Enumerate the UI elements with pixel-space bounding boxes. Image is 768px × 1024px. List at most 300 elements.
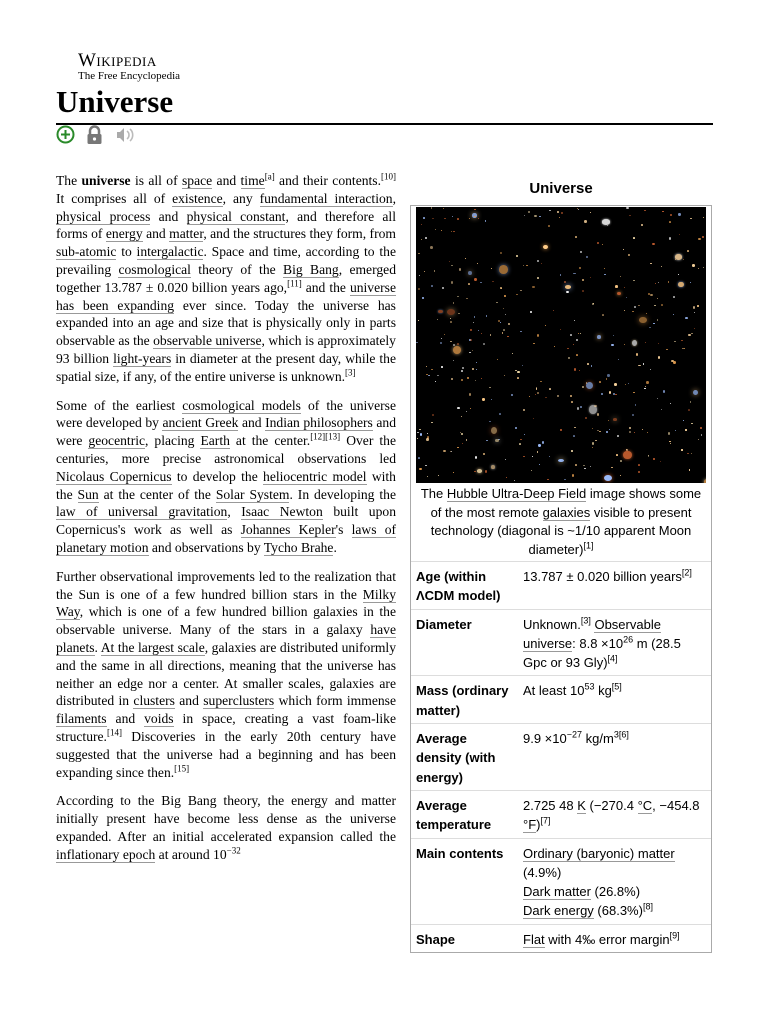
galaxy-dot: [557, 395, 559, 397]
galaxy-dot: [427, 433, 428, 434]
galaxy-dot: [486, 440, 488, 442]
galaxy-dot: [661, 266, 662, 267]
galaxy-dot: [644, 388, 646, 390]
infobox-value: $9.9 \times 10^{-27}$ $kg/m^{3[6]}$: [518, 724, 711, 791]
galaxy-dot: [582, 290, 584, 292]
article-link[interactable]: Solar System: [215, 486, 290, 502]
galaxy-dot: [613, 335, 614, 336]
galaxy-dot: [453, 302, 454, 303]
citation-marker[interactable]: [4]: [607, 653, 618, 664]
galaxy-dot: [453, 360, 454, 361]
galaxy-dot: [594, 405, 597, 407]
galaxy-dot: [629, 215, 631, 216]
galaxy-dot: [416, 342, 417, 343]
galaxy-dot: [580, 251, 582, 252]
galaxy-dot: [606, 431, 608, 433]
galaxy-dot: [435, 381, 436, 382]
infobox-label: Average density (with energy): [411, 724, 518, 791]
article-link[interactable]: geocentric: [88, 433, 146, 449]
article-link[interactable]: existence: [172, 190, 223, 206]
galaxy-dot: [417, 432, 418, 433]
galaxy-dot: [530, 311, 532, 314]
article-link[interactable]: matter: [637, 845, 675, 861]
galaxy-dot: [428, 375, 429, 376]
galaxy-dot: [505, 459, 506, 460]
article-link[interactable]: superclusters: [203, 693, 275, 709]
galaxy-dot: [537, 277, 539, 279]
galaxy-dot: [694, 328, 695, 329]
galaxy-dot: [628, 383, 629, 384]
galaxy-dot: [489, 421, 491, 422]
article-link[interactable]: matter: [169, 226, 204, 242]
galaxy-dot: [537, 260, 539, 262]
galaxy-dot: [450, 321, 451, 323]
galaxy-dot: [537, 334, 539, 336]
galaxy-dot: [419, 429, 420, 430]
galaxy-dot: [590, 466, 591, 467]
article-link[interactable]: Milky Way: [56, 586, 396, 620]
galaxy-dot: [607, 374, 610, 377]
galaxy-dot: [646, 313, 647, 314]
article-link[interactable]: °F: [523, 817, 537, 833]
article-link[interactable]: have planets: [56, 622, 396, 655]
galaxy-dot: [442, 287, 444, 289]
galaxy-dot: [670, 214, 672, 216]
article-body: [56, 172, 396, 874]
article-link[interactable]: intergalactic: [136, 244, 204, 260]
galaxy-dot: [633, 237, 635, 239]
hubble-deep-field-image[interactable]: [416, 207, 706, 483]
galaxy-dot: [575, 236, 577, 238]
galaxy-dot: [523, 409, 525, 411]
galaxy-dot: [592, 447, 593, 448]
article-link[interactable]: physical constant: [186, 208, 286, 224]
galaxy-dot: [571, 450, 573, 452]
galaxy-dot: [526, 265, 528, 266]
galaxy-dot: [469, 352, 471, 353]
galaxy-dot: [466, 411, 467, 412]
galaxy-dot: [516, 255, 518, 257]
galaxy-dot: [470, 329, 472, 330]
galaxy-dot: [492, 281, 494, 282]
logo-wordmark: Wikipedia: [78, 50, 157, 71]
audio-icon[interactable]: [114, 125, 136, 150]
galaxy-dot: [470, 339, 473, 341]
galaxy-dot: [425, 465, 427, 466]
citation-marker[interactable]: 26: [623, 634, 634, 645]
galaxy-dot: [666, 349, 668, 351]
article-link[interactable]: Flat: [523, 931, 545, 947]
galaxy-dot: [638, 305, 640, 307]
galaxy-dot: [568, 357, 570, 358]
galaxy-dot: [669, 237, 671, 239]
galaxy-dot: [474, 216, 475, 217]
infobox-row: [411, 609, 711, 676]
citation-marker[interactable]: [2]: [681, 567, 692, 578]
galaxy-dot: [549, 388, 551, 390]
galaxy-dot: [481, 378, 482, 379]
article-link[interactable]: Observable universe: [523, 616, 661, 651]
article-link[interactable]: time: [240, 173, 265, 188]
galaxy-dot: [673, 296, 675, 298]
galaxy-dot: [432, 414, 434, 416]
galaxy-dot: [523, 456, 525, 458]
galaxy-dot: [557, 211, 559, 213]
galaxy-dot: [477, 469, 483, 473]
article-link[interactable]: laws of planetary motion: [56, 522, 397, 555]
galaxy-dot: [560, 429, 562, 431]
galaxy-dot: [650, 294, 652, 296]
infobox-table: [411, 561, 711, 952]
infobox-label: Main contents: [411, 838, 518, 924]
galaxy-dot: [441, 366, 443, 367]
add-icon[interactable]: [56, 125, 75, 149]
galaxy-dot: [602, 314, 604, 316]
galaxy-dot: [698, 439, 699, 440]
galaxy-dot: [685, 429, 686, 430]
galaxy-dot: [418, 253, 420, 254]
article-link[interactable]: observable universe: [153, 333, 262, 349]
citation-marker[interactable]: [15]: [174, 762, 190, 773]
article-link[interactable]: Earth: [200, 433, 230, 449]
galaxy-dot: [554, 346, 555, 347]
galaxy-dot: [444, 218, 446, 219]
galaxy-dot: [615, 394, 617, 395]
article-link[interactable]: universe has been expanding: [56, 279, 396, 313]
galaxy-dot: [520, 290, 521, 291]
galaxy-dot: [486, 315, 488, 317]
infobox-label: Shape: [411, 924, 518, 952]
galaxy-dot: [421, 224, 422, 225]
infobox-value: 13.787 ± 0.020 billion years[2]: [518, 562, 711, 610]
galaxy-dot: [483, 453, 485, 455]
citation-marker[interactable]: [3]: [580, 615, 591, 626]
galaxy-dot: [437, 319, 438, 320]
galaxy-dot: [447, 309, 455, 315]
galaxy-dot: [478, 218, 479, 219]
galaxy-dot: [592, 442, 594, 444]
galaxy-dot: [451, 281, 453, 283]
citation-marker[interactable]: [10]: [381, 171, 396, 182]
galaxy-dot: [427, 476, 428, 477]
galaxy-dot: [644, 210, 646, 211]
galaxy-dot: [515, 370, 516, 371]
article-link[interactable]: ancient Greek: [162, 415, 239, 431]
article-link[interactable]: voids: [144, 711, 174, 727]
galaxy-dot: [669, 221, 672, 223]
galaxy-dot: [590, 212, 591, 213]
galaxy-dot: [545, 397, 547, 398]
galaxy-dot: [595, 440, 597, 441]
bold-term: universe: [81, 173, 131, 188]
galaxy-dot: [657, 398, 658, 400]
article-link[interactable]: Ordinary (baryonic): [523, 845, 638, 861]
infobox-frame: [410, 205, 712, 953]
galaxy-dot: [475, 456, 477, 458]
galaxy-dot: [681, 340, 683, 341]
galaxy-dot: [453, 472, 454, 473]
galaxy-dot: [491, 399, 492, 400]
galaxy-dot: [678, 274, 679, 275]
galaxy-dot: [604, 274, 605, 275]
citation-marker[interactable]: [9]: [669, 930, 680, 941]
galaxy-dot: [452, 216, 453, 217]
galaxy-dot: [441, 338, 443, 339]
galaxy-dot: [520, 331, 521, 332]
galaxy-dot: [693, 306, 695, 308]
galaxy-dot: [502, 332, 503, 333]
galaxy-dot: [536, 388, 538, 390]
galaxy-dot: [473, 322, 474, 323]
article-link[interactable]: °C: [637, 797, 653, 813]
citation-marker[interactable]: [12][13]: [310, 431, 341, 442]
galaxy-dot: [419, 275, 420, 276]
citation-marker[interactable]: [7]: [540, 815, 551, 826]
galaxy-dot: [420, 433, 422, 435]
galaxy-dot: [543, 245, 548, 249]
infobox-caption: The Hubble Ultra-Deep Field image shows some of the most remote galaxies visible to present technology (diagonal is ~1/10 apparent Moon diameter)[1]: [420, 486, 702, 557]
galaxy-dot: [466, 298, 467, 299]
galaxy-dot: [549, 456, 550, 457]
article-link[interactable]: cosmological models: [182, 397, 301, 413]
galaxy-dot: [669, 441, 671, 443]
article-link[interactable]: Big Bang: [283, 261, 339, 277]
citation-marker[interactable]: −27: [566, 729, 583, 740]
infobox-value: 2.725 48 K (−270.4 °C, −454.8 °F)[7]: [518, 790, 711, 838]
galaxy-dot: [632, 414, 634, 416]
galaxy-dot: [574, 320, 575, 321]
galaxy-dot: [483, 343, 486, 345]
galaxy-dot: [482, 398, 484, 400]
citation-marker[interactable]: [11]: [287, 278, 302, 289]
galaxy-dot: [573, 273, 575, 275]
galaxy-dot: [670, 403, 671, 404]
galaxy-dot: [457, 407, 459, 409]
infobox-value: Unknown.[3] Observable universe: $8.8 \times 10^{26}$ m (28.5 Gpc or 93 Gly)[4]: [518, 609, 711, 676]
galaxy-dot: [579, 370, 580, 371]
galaxy-dot: [643, 363, 644, 365]
galaxy-dot: [496, 302, 498, 304]
galaxy-dot: [465, 258, 466, 259]
galaxy-dot: [576, 354, 578, 356]
galaxy-dot: [625, 384, 626, 385]
galaxy-dot: [450, 318, 451, 319]
galaxy-dot: [434, 270, 436, 272]
article-link[interactable]: clusters: [133, 693, 175, 709]
galaxy-dot: [582, 386, 584, 388]
galaxy-dot: [658, 343, 659, 344]
galaxy-dot: [673, 361, 676, 364]
lock-icon[interactable]: [85, 125, 104, 150]
article-link[interactable]: law of universal gravitation: [56, 504, 228, 520]
galaxy-dot: [662, 211, 663, 212]
article-link[interactable]: Indian philosophers: [265, 415, 373, 431]
galaxy-dot: [539, 216, 541, 217]
article-link[interactable]: light-years: [113, 350, 172, 366]
galaxy-dot: [658, 282, 659, 283]
galaxy-dot: [468, 271, 472, 275]
galaxy-dot: [623, 249, 624, 250]
infobox-row: [411, 838, 711, 924]
galaxy-dot: [599, 431, 601, 433]
galaxy-dot: [549, 210, 551, 212]
citation-marker[interactable]: 3[6]: [613, 729, 629, 740]
galaxy-dot: [578, 209, 579, 210]
galaxy-dot: [537, 392, 539, 394]
galaxy-dot: [571, 401, 573, 403]
paragraph-history: Some of the earliest cosmological models of the universe were developed by ancient Greek and Indian philosophers and were geocentric, placing Earth at the center.[12][13] Over the centuries, more precise astronomical observations led Nicolaus Copernicus to develop the heliocentric model with the Sun at the center of the Solar System. In developing the law of universal gravitation, Isaac Newton built upon Copernicus's work as well as Johannes Kepler's laws of planetary motion and observations by Tycho Brahe.: [56, 397, 397, 555]
galaxy-dot: [542, 441, 544, 444]
galaxy-dot: [461, 379, 463, 381]
article-link[interactable]: Nicolaus Copernicus: [56, 468, 172, 484]
galaxy-dot: [693, 390, 698, 395]
galaxy-dot: [418, 320, 419, 321]
galaxy-dot: [629, 427, 631, 429]
galaxy-dot: [564, 281, 566, 283]
article-link[interactable]: sub-atomic: [56, 244, 117, 260]
galaxy-dot: [440, 342, 442, 344]
article-link[interactable]: At the largest scale: [100, 639, 205, 655]
galaxy-dot: [426, 438, 428, 441]
galaxy-dot: [657, 298, 658, 299]
galaxy-dot: [508, 323, 510, 325]
galaxy-dot: [590, 277, 592, 278]
galaxy-dot: [658, 356, 660, 359]
galaxy-dot: [615, 285, 618, 288]
citation-marker[interactable]: −32: [226, 845, 241, 856]
citation-marker[interactable]: [8]: [642, 902, 653, 913]
galaxy-dot: [583, 465, 585, 466]
article-link[interactable]: galaxies: [542, 504, 591, 520]
galaxy-dot: [620, 460, 622, 462]
galaxy-dot: [608, 420, 609, 421]
galaxy-dot: [461, 433, 463, 435]
infobox-row: [411, 724, 711, 791]
galaxy-dot: [704, 479, 706, 483]
galaxy-dot: [529, 396, 530, 397]
galaxy-dot: [634, 432, 635, 433]
galaxy-dot: [604, 268, 605, 269]
citation-marker[interactable]: [5]: [611, 682, 622, 693]
article-link[interactable]: fundamental interaction: [259, 190, 393, 206]
galaxy-dot: [461, 370, 463, 372]
galaxy-dot: [453, 346, 461, 354]
galaxy-dot: [531, 470, 533, 471]
galaxy-dot: [524, 215, 525, 216]
galaxy-dot: [560, 329, 561, 330]
citation-marker[interactable]: [1]: [583, 540, 594, 551]
article-link[interactable]: cosmological: [118, 261, 191, 277]
galaxy-dot: [620, 276, 622, 277]
galaxy-dot: [472, 350, 473, 351]
galaxy-dot: [469, 393, 471, 395]
title-divider: [56, 123, 713, 125]
galaxy-dot: [624, 310, 625, 311]
article-link[interactable]: filaments: [56, 711, 107, 727]
article-link[interactable]: Sun: [77, 486, 99, 502]
galaxy-dot: [629, 431, 631, 433]
galaxy-dot: [683, 420, 684, 421]
article-link[interactable]: Tycho Brahe: [263, 539, 334, 555]
galaxy-dot: [528, 211, 530, 213]
galaxy-dot: [574, 368, 577, 371]
galaxy-dot: [495, 439, 499, 443]
galaxy-dot: [639, 317, 647, 324]
galaxy-dot: [432, 218, 434, 219]
galaxy-dot: [570, 334, 572, 336]
article-link[interactable]: Dark energy: [523, 903, 594, 919]
galaxy-dot: [490, 334, 492, 336]
article-link[interactable]: K: [577, 797, 586, 813]
galaxy-dot: [491, 268, 492, 269]
galaxy-dot: [441, 230, 442, 231]
article-link[interactable]: energy: [105, 226, 143, 242]
galaxy-dot: [597, 242, 599, 244]
galaxy-dot: [497, 359, 498, 360]
article-link[interactable]: space: [181, 173, 213, 188]
galaxy-dot: [474, 278, 477, 281]
galaxy-dot: [548, 225, 550, 226]
citation-marker[interactable]: [14]: [106, 727, 122, 738]
article-link[interactable]: heliocentric model: [263, 468, 367, 484]
galaxy-dot: [611, 344, 613, 347]
galaxy-dot: [611, 467, 613, 469]
galaxy-dot: [517, 377, 519, 379]
citation-marker[interactable]: 53: [584, 682, 595, 693]
galaxy-dot: [438, 310, 443, 313]
galaxy-dot: [424, 271, 425, 272]
galaxy-dot: [645, 386, 646, 387]
galaxy-dot: [547, 479, 548, 480]
article-link[interactable]: inflationary epoch: [56, 846, 156, 862]
galaxy-dot: [444, 334, 445, 335]
galaxy-dot: [461, 416, 462, 417]
galaxy-dot: [632, 340, 637, 346]
infobox-title: Universe: [529, 180, 593, 197]
citation-marker[interactable]: [3]: [345, 367, 356, 378]
galaxy-dot: [561, 212, 563, 213]
galaxy-dot: [573, 344, 574, 345]
galaxy-dot: [636, 353, 638, 355]
infobox-row: [411, 562, 711, 610]
galaxy-dot: [592, 303, 594, 305]
galaxy-dot: [609, 391, 611, 394]
galaxy-dot: [418, 288, 420, 290]
galaxy-dot: [431, 207, 432, 208]
galaxy-dot: [421, 239, 422, 240]
article-link[interactable]: Dark matter: [523, 884, 591, 900]
citation-marker[interactable]: [a]: [264, 171, 275, 182]
galaxy-dot: [453, 344, 455, 346]
galaxy-dot: [474, 471, 476, 472]
galaxy-dot: [564, 479, 566, 481]
article-link[interactable]: Isaac Newton: [241, 504, 323, 520]
article-link[interactable]: Johannes Kepler: [240, 522, 336, 538]
article-link[interactable]: Hubble Ultra-Deep Field: [446, 486, 587, 501]
article-link[interactable]: physical process: [56, 208, 151, 224]
galaxy-dot: [468, 283, 470, 285]
galaxy-dot: [661, 304, 663, 306]
galaxy-dot: [485, 470, 487, 473]
wikipedia-logo[interactable]: [78, 50, 180, 82]
galaxy-dot: [698, 268, 699, 269]
galaxy-dot: [649, 327, 651, 328]
galaxy-dot: [506, 477, 507, 478]
galaxy-dot: [491, 427, 498, 435]
galaxy-dot: [567, 348, 569, 350]
galaxy-dot: [691, 453, 692, 454]
galaxy-dot: [524, 434, 525, 435]
